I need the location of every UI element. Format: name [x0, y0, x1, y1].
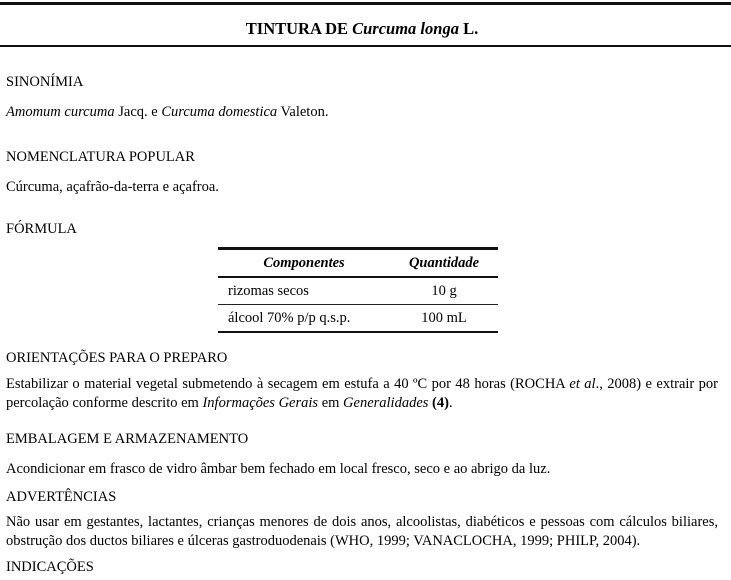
section-heading-orientacoes-preparo: ORIENTAÇÕES PARA O PREPARO	[6, 350, 228, 366]
orientacoes-text: ., 2008) e extrair por percolação conforme descrito em	[6, 376, 718, 411]
sinonimia-text: Jacq. e	[114, 104, 162, 120]
table-header-componentes: Componentes	[218, 249, 390, 278]
title-species-italic: Curcuma longa	[352, 19, 459, 38]
title-prefix: TINTURA DE	[245, 19, 353, 38]
section-heading-advertencias: ADVERTÊNCIAS	[6, 489, 117, 505]
sinonimia-text: Valeton.	[277, 104, 329, 120]
table-header-quantidade: Quantidade	[390, 249, 498, 278]
section-heading-nomenclatura-popular: NOMENCLATURA POPULAR	[6, 149, 195, 165]
reference-number-bold: (4)	[432, 395, 449, 411]
table-row	[218, 305, 498, 333]
component-cell: álcool 70% p/p q.s.p.	[218, 305, 390, 333]
et-al-italic: et al	[569, 376, 596, 392]
generalidades-italic: Generalidades	[343, 395, 429, 411]
orientacoes-text: em	[318, 395, 344, 411]
species-name-italic: Curcuma domestica	[161, 104, 278, 120]
orientacoes-text: .	[448, 395, 453, 411]
species-name-italic: Amomum curcuma	[6, 104, 115, 120]
nomenclatura-paragraph: Cúrcuma, açafrão-da-terra e açafroa.	[6, 179, 219, 195]
title-underline-rule	[0, 45, 731, 47]
section-heading-formula: FÓRMULA	[6, 221, 77, 237]
sinonimia-paragraph	[6, 103, 718, 122]
orientacoes-paragraph	[6, 375, 718, 413]
component-cell: rizomas secos	[228, 282, 309, 299]
quantity-cell: 10 g	[431, 282, 457, 299]
page-title	[6, 18, 718, 39]
section-heading-sinonimia: SINONÍMIA	[6, 74, 84, 90]
formula-table	[218, 247, 498, 333]
section-heading-embalagem: EMBALAGEM E ARMAZENAMENTO	[6, 431, 249, 447]
embalagem-paragraph: Acondicionar em frasco de vidro âmbar bem fechado em local fresco, seco e ao abrigo da luz.	[6, 461, 551, 477]
informacoes-gerais-italic: Informações Gerais	[202, 395, 319, 411]
title-suffix: L.	[458, 19, 479, 38]
top-rule	[0, 2, 731, 5]
formula-table-header-row	[218, 249, 498, 278]
table-row	[218, 277, 498, 305]
section-heading-indicacoes: INDICAÇÕES	[6, 559, 94, 575]
quantity-cell: 100 mL	[390, 305, 498, 333]
orientacoes-text: Estabilizar o material vegetal submetendo à secagem em estufa a 40 ºC por 48 horas (ROCHA	[6, 376, 570, 392]
advertencias-paragraph: Não usar em gestantes, lactantes, crianças menores de dois anos, alcoolistas, diabéticos e pessoas com cálculos biliares, obstrução dos ductos biliares e úlceras gastroduodenais (WHO, 1999; VANACLOCHA, 1999; PHILP, 2004).	[6, 514, 718, 549]
